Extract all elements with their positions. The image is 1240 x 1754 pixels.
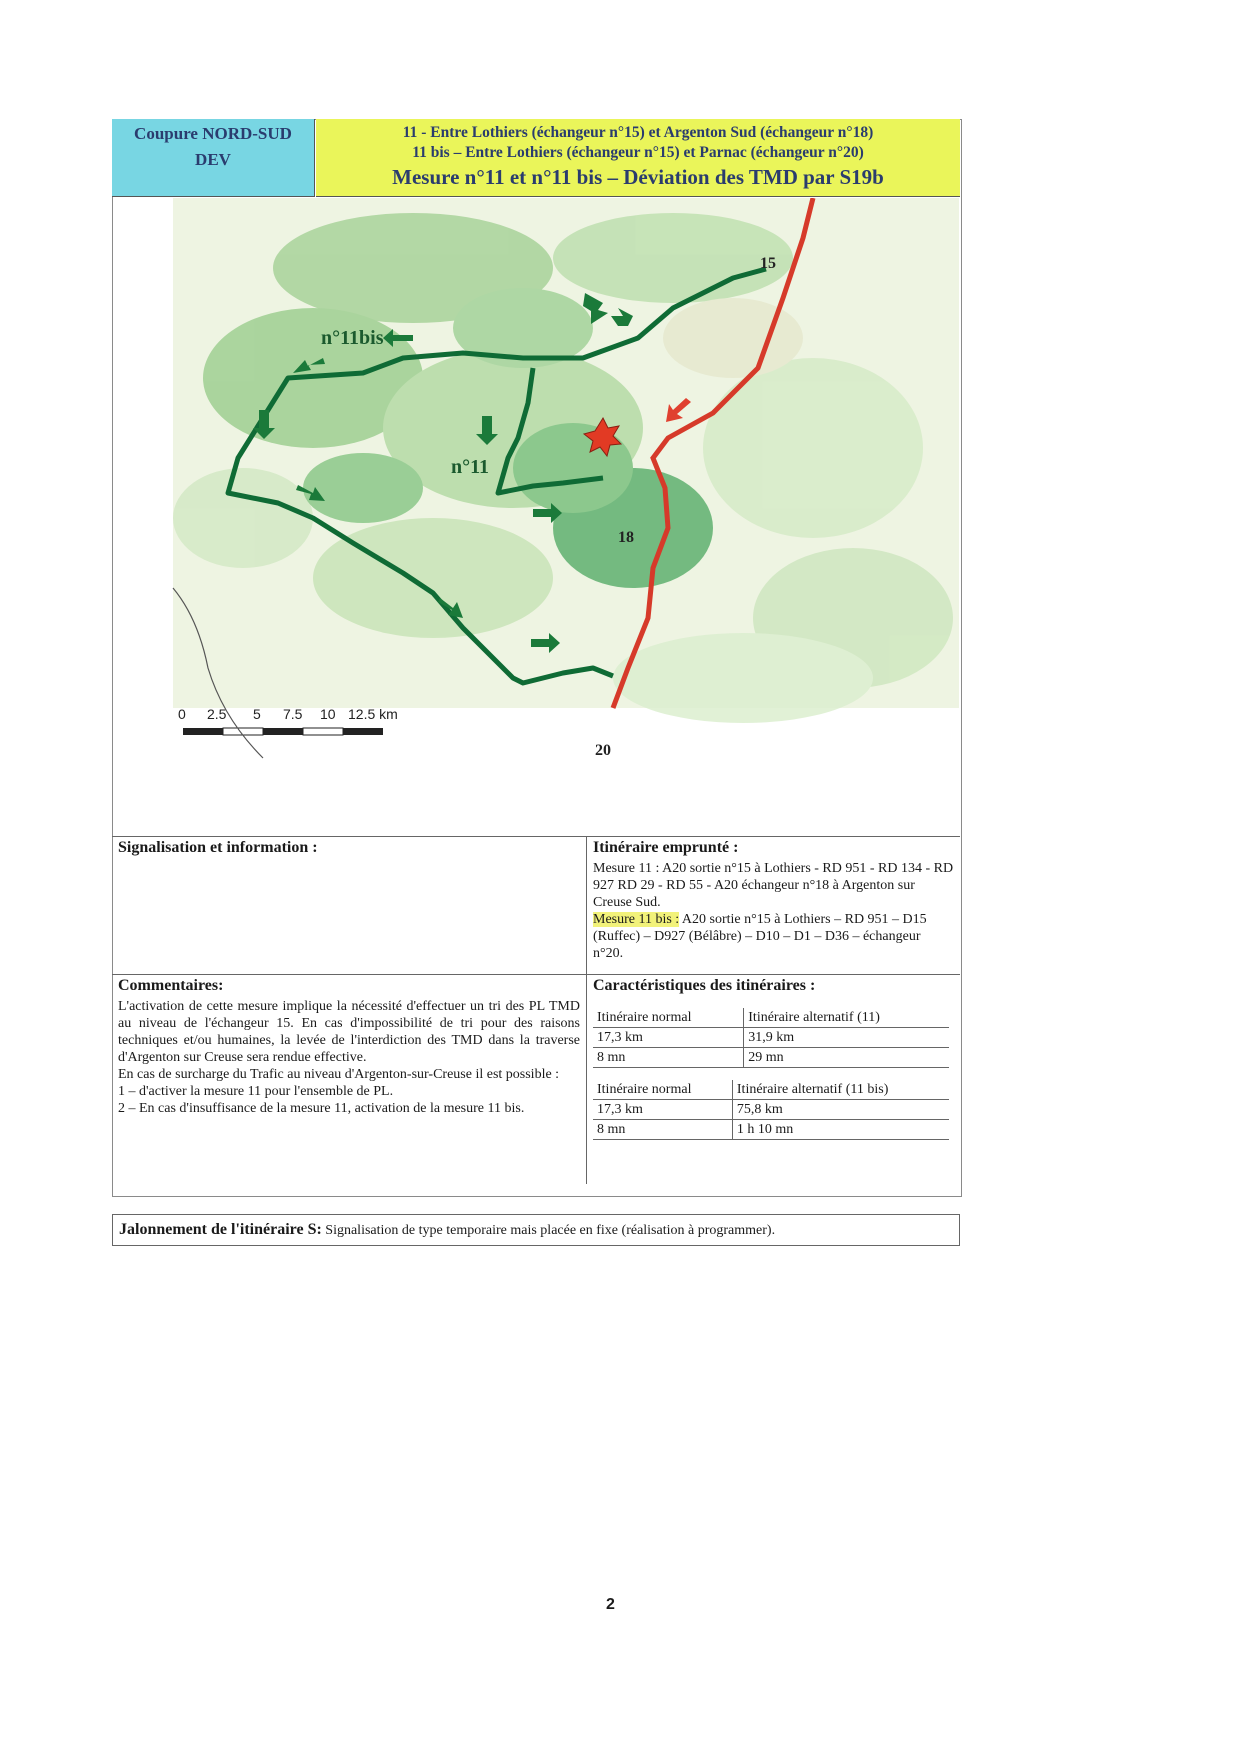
table-cell: 1 h 10 mn (732, 1120, 949, 1140)
header-cut-title: Coupure NORD-SUD (134, 124, 292, 143)
scale-tick-label: 5 (253, 706, 261, 722)
commentaires-title: Commentaires: (118, 977, 224, 994)
caracteristiques-section (587, 974, 960, 1184)
table-row (593, 1048, 949, 1068)
scale-tick-label: 2.5 (207, 706, 227, 722)
header-measure (316, 119, 960, 197)
table-cell: 8 mn (593, 1048, 744, 1068)
label-11: n°11 (451, 456, 490, 478)
deviation-map (113, 198, 959, 834)
m11bis-text: A20 sortie n°15 à Lothiers – RD 951 – D15 (Ruffec) – D927 (Bélâbre) – D10 – D1 – D36 – échangeur n°20. (593, 912, 927, 961)
jalonnement-box (112, 1214, 960, 1246)
table-row (593, 1120, 949, 1140)
m11bis-label: Mesure 11 bis : (593, 912, 680, 927)
signalisation-title: Signalisation et information : (118, 839, 318, 856)
table-cell: 8 mn (593, 1120, 732, 1140)
table-cell: 75,8 km (732, 1100, 949, 1120)
commentaire-paragraph: 2 – En cas d'insuffisance de la mesure 11, activation de la mesure 11 bis. (118, 1101, 525, 1116)
caracteristiques-table-11 (593, 1008, 949, 1068)
table-cell: 29 mn (744, 1048, 949, 1068)
jalonnement-label: Jalonnement de l'itinéraire S: (119, 1221, 322, 1238)
table-cell: 17,3 km (593, 1028, 744, 1048)
caracteristiques-title: Caractéristiques des itinéraires : (593, 977, 816, 994)
table-row (593, 1100, 949, 1120)
table-cell: 31,9 km (744, 1028, 949, 1048)
exit-18-label: 18 (618, 529, 634, 546)
commentaire-paragraph: En cas de surcharge du Trafic au niveau d'Argenton-sur-Creuse il est possible : (118, 1067, 560, 1082)
itineraire-title: Itinéraire emprunté : (593, 839, 739, 856)
itineraire-m11 (593, 860, 954, 911)
scale-tick-label: 10 (320, 706, 336, 722)
scale-tick-label: 7.5 (283, 706, 303, 722)
table-row (593, 1028, 949, 1048)
itineraire-section (587, 836, 960, 974)
signalisation-section (112, 836, 587, 974)
table-row (593, 1008, 949, 1028)
exit-15-label: 15 (760, 255, 776, 272)
table-header-cell: Itinéraire normal (593, 1080, 732, 1100)
table-header-cell: Itinéraire alternatif (11 bis) (732, 1080, 949, 1100)
page-number: 2 (606, 1596, 615, 1613)
scale-tick-label: 0 (178, 706, 186, 722)
commentaire-paragraph: L'activation de cette mesure implique la nécessité d'effectuer un tri des PL TMD au niveau de l'échangeur 15. En cas d'impossibilité de tri pour des raisons techniques et/ou humaines, la levée de l'interdiction des TMD dans la traverse d'Argenton sur Creuse sera rendue effective. (118, 999, 580, 1065)
caracteristiques-table-11bis (593, 1080, 949, 1140)
m11-label: Mesure 11 : (593, 861, 660, 876)
scale-bar (178, 706, 398, 735)
table-row (593, 1080, 949, 1100)
table-header-cell: Itinéraire normal (593, 1008, 744, 1028)
label-11bis: n°11bis (321, 327, 384, 349)
header-measure-11bis: 11 bis – Entre Lothiers (échangeur n°15) et Parnac (échangeur n°20) (412, 144, 864, 161)
commentaire-paragraph: 1 – d'activer la mesure 11 pour l'ensemble de PL. (118, 1084, 394, 1099)
header-measure-11: 11 - Entre Lothiers (échangeur n°15) et Argenton Sud (échangeur n°18) (402, 124, 874, 141)
itineraire-m11bis (593, 911, 954, 962)
exit-20-label: 20 (595, 742, 611, 759)
scale-tick-label: 12.5 km (348, 706, 398, 722)
table-header-cell: Itinéraire alternatif (11) (744, 1008, 949, 1028)
header-measure-title: Mesure n°11 et n°11 bis – Déviation des TMD par S19b (392, 165, 884, 189)
commentaires-section (112, 974, 587, 1184)
jalonnement-text: Signalisation de type temporaire mais placée en fixe (réalisation à programmer). (321, 1223, 776, 1238)
m11-text: A20 sortie n°15 à Lothiers - RD 951 - RD 134 - RD 927 RD 29 - RD 55 - A20 échangeur n°18 à Argenton sur Creuse Sud. (593, 861, 954, 910)
header-cut-type (112, 119, 315, 197)
header-dev-label: DEV (195, 150, 231, 169)
table-cell: 17,3 km (593, 1100, 732, 1120)
